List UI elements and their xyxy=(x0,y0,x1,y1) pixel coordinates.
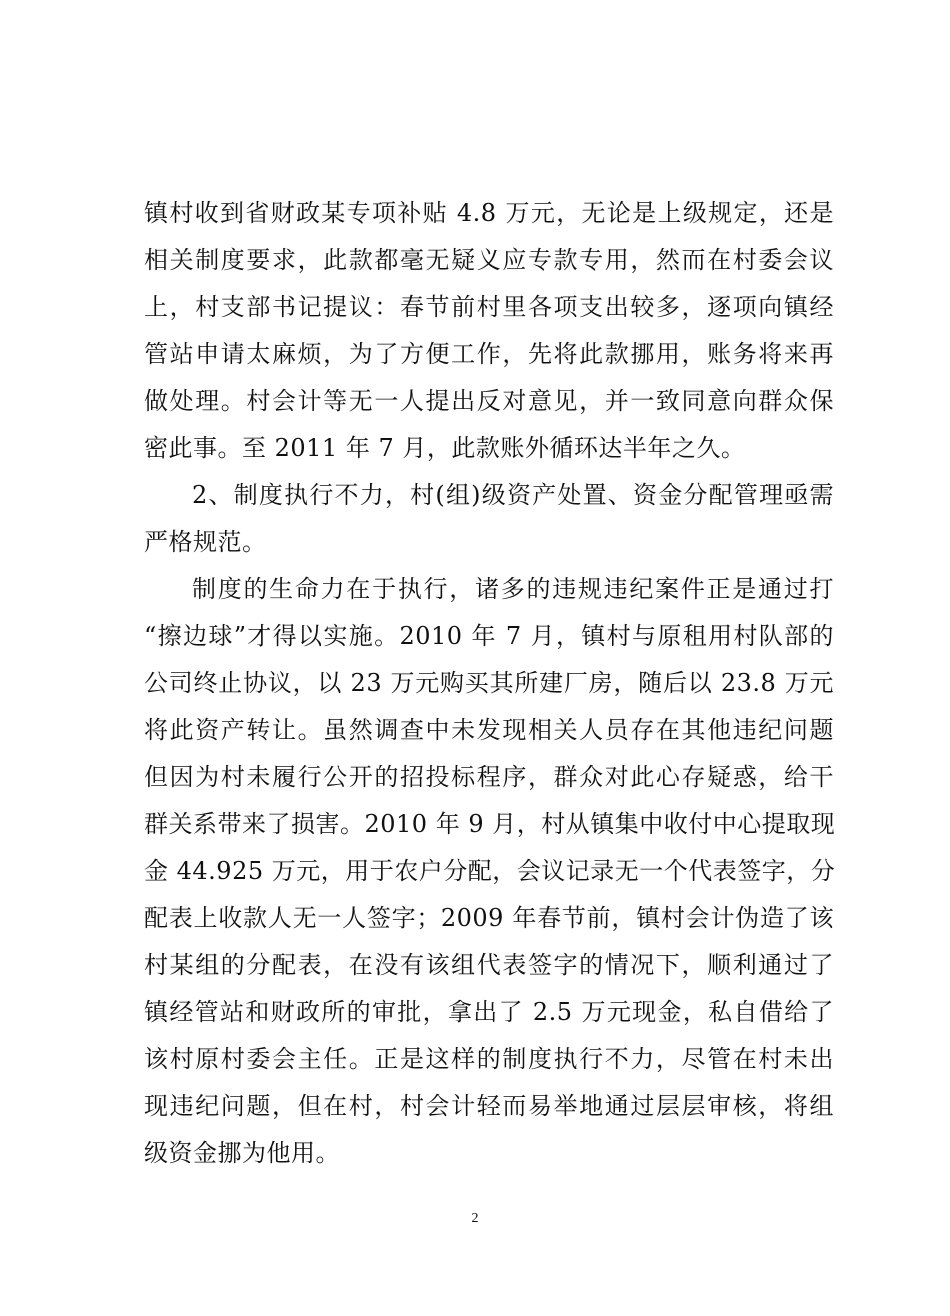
text-line: 金 44.925 万元，用于农户分配，会议记录无一个代表签字，分 xyxy=(144,857,836,885)
text-line: 群关系带来了损害。2010 年 9 月，村从镇集中收付中心提取现 xyxy=(144,810,836,838)
text-line: 做处理。村会计等无一人提出反对意见，并一致同意向群众保 xyxy=(144,387,834,415)
text-line: 配表上收款人无一人签字；2009 年春节前，镇村会计伪造了该 xyxy=(144,904,834,932)
text-line: “擦边球”才得以实施。2010 年 7 月，镇村与原租用村队部的 xyxy=(144,622,834,650)
text-line: 但因为村未履行公开的招投标程序，群众对此心存疑惑，给干 xyxy=(144,763,834,791)
text-line: 镇经管站和财政所的审批，拿出了 2.5 万元现金，私自借给了 xyxy=(144,998,834,1026)
page-number: 2 xyxy=(471,1211,479,1226)
text-line: 级资金挪为他用。 xyxy=(144,1139,340,1167)
text-line: 密此事。至 2011 年 7 月，此款账外循环达半年之久。 xyxy=(144,434,746,462)
paragraph-system-enforcement xyxy=(144,566,834,1177)
text-line: 制度的生命力在于执行，诸多的违规违纪案件正是通过打 xyxy=(192,575,834,603)
text-line: 镇村收到省财政某专项补贴 4.8 万元，无论是上级规定，还是 xyxy=(144,199,834,227)
text-line: 公司终止协议，以 23 万元购买其所建厂房，随后以 23.8 万元 xyxy=(144,669,834,697)
text-line: 相关制度要求，此款都毫无疑义应专款专用，然而在村委会议 xyxy=(144,246,834,274)
text-line: 上，村支部书记提议：春节前村里各项支出较多，逐项向镇经 xyxy=(144,293,834,321)
paragraph-special-subsidy-misuse xyxy=(144,190,834,472)
text-line: 将此资产转让。虽然调查中未发现相关人员存在其他违纪问题 xyxy=(144,716,834,744)
document-body xyxy=(144,190,834,1177)
text-line: 现违纪问题，但在村，村会计轻而易举地通过层层审核，将组 xyxy=(144,1092,834,1120)
text-line: 该村原村委会主任。正是这样的制度执行不力，尽管在村未出 xyxy=(144,1045,834,1073)
heading-line: 2、制度执行不力，村(组)级资产处置、资金分配管理亟需 xyxy=(192,481,834,509)
heading-line: 严格规范。 xyxy=(144,528,267,556)
text-line: 村某组的分配表，在没有该组代表签字的情况下，顺利通过了 xyxy=(144,951,834,979)
text-line: 管站申请太麻烦，为了方便工作，先将此款挪用，账务将来再 xyxy=(144,340,834,368)
section-heading-2 xyxy=(144,472,834,566)
